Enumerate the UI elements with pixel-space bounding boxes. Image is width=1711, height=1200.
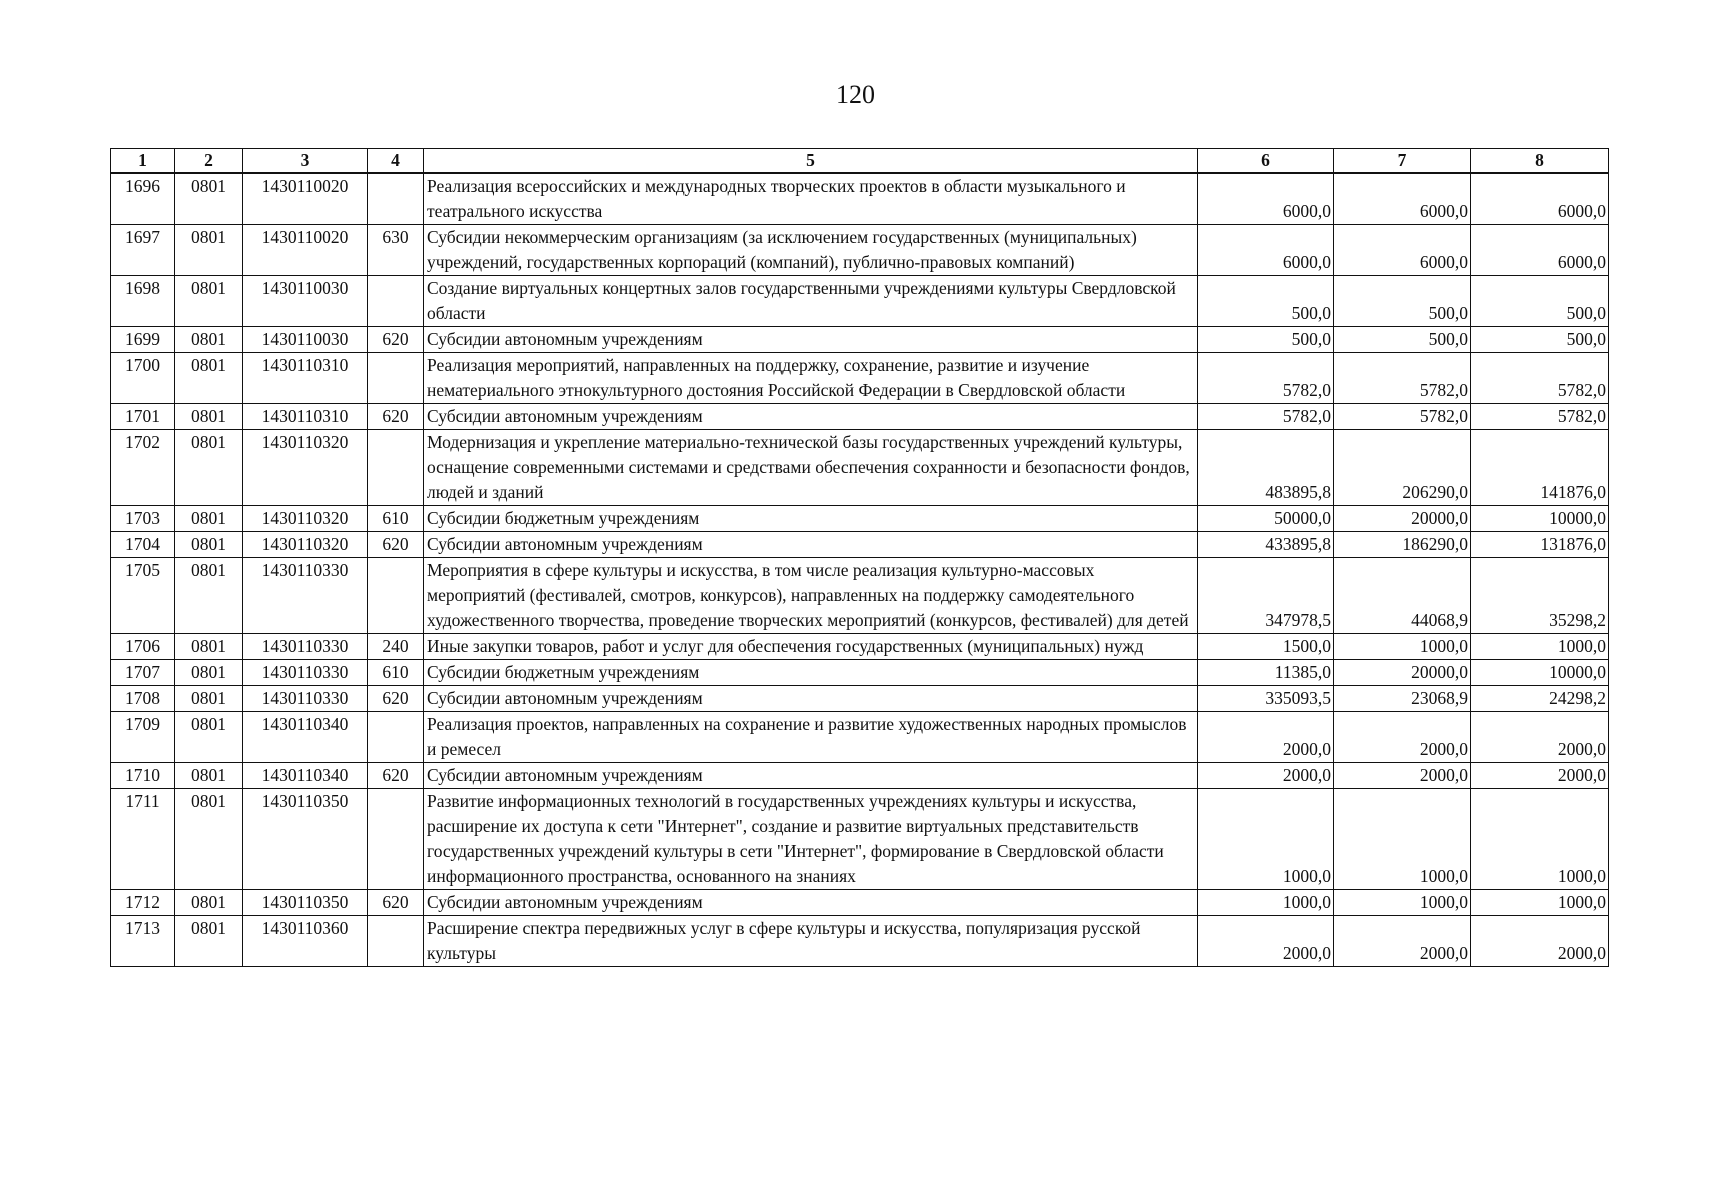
amount-col8-cell: 1000,0	[1471, 634, 1609, 660]
row-number-cell: 1713	[111, 916, 175, 967]
column-header: 6	[1198, 149, 1334, 174]
description-cell: Создание виртуальных концертных залов государственными учреждениями культуры Свердловской области	[424, 276, 1198, 327]
table-row	[111, 763, 1609, 789]
target-item-code-cell: 1430110330	[243, 660, 368, 686]
amount-col8-cell: 2000,0	[1471, 712, 1609, 763]
amount-col8-cell: 5782,0	[1471, 404, 1609, 430]
description-cell: Субсидии автономным учреждениям	[424, 890, 1198, 916]
amount-col8-cell: 141876,0	[1471, 430, 1609, 506]
table-row	[111, 712, 1609, 763]
row-number-cell: 1702	[111, 430, 175, 506]
amount-col8-cell: 2000,0	[1471, 763, 1609, 789]
amount-col7-cell: 1000,0	[1334, 789, 1471, 890]
amount-col7-cell: 6000,0	[1334, 173, 1471, 225]
amount-col6-cell: 6000,0	[1198, 173, 1334, 225]
amount-col7-cell: 5782,0	[1334, 404, 1471, 430]
amount-col7-cell: 2000,0	[1334, 763, 1471, 789]
expense-type-code-cell	[368, 276, 424, 327]
target-item-code-cell: 1430110340	[243, 763, 368, 789]
section-code-cell: 0801	[175, 712, 243, 763]
expense-type-code-cell: 240	[368, 634, 424, 660]
target-item-code-cell: 1430110310	[243, 404, 368, 430]
section-code-cell: 0801	[175, 763, 243, 789]
table-body	[111, 173, 1609, 967]
expense-type-code-cell: 620	[368, 327, 424, 353]
amount-col6-cell: 50000,0	[1198, 506, 1334, 532]
expense-type-code-cell: 620	[368, 532, 424, 558]
row-number-cell: 1701	[111, 404, 175, 430]
amount-col8-cell: 500,0	[1471, 327, 1609, 353]
amount-col6-cell: 433895,8	[1198, 532, 1334, 558]
description-cell: Субсидии некоммерческим организациям (за исключением государственных (муниципальных) учреждений, государственных корпораций (компаний), публично-правовых компаний)	[424, 225, 1198, 276]
amount-col7-cell: 500,0	[1334, 327, 1471, 353]
expense-type-code-cell	[368, 789, 424, 890]
amount-col8-cell: 5782,0	[1471, 353, 1609, 404]
section-code-cell: 0801	[175, 430, 243, 506]
expense-type-code-cell	[368, 353, 424, 404]
amount-col7-cell: 2000,0	[1334, 712, 1471, 763]
amount-col6-cell: 1500,0	[1198, 634, 1334, 660]
expense-type-code-cell: 610	[368, 660, 424, 686]
amount-col8-cell: 1000,0	[1471, 789, 1609, 890]
row-number-cell: 1706	[111, 634, 175, 660]
budget-table	[110, 148, 1609, 967]
amount-col6-cell: 335093,5	[1198, 686, 1334, 712]
column-header: 2	[175, 149, 243, 174]
table-row	[111, 225, 1609, 276]
amount-col6-cell: 2000,0	[1198, 916, 1334, 967]
target-item-code-cell: 1430110320	[243, 430, 368, 506]
amount-col6-cell: 1000,0	[1198, 789, 1334, 890]
table-row	[111, 276, 1609, 327]
column-header: 1	[111, 149, 175, 174]
table-row	[111, 789, 1609, 890]
amount-col7-cell: 5782,0	[1334, 353, 1471, 404]
expense-type-code-cell: 630	[368, 225, 424, 276]
expense-type-code-cell	[368, 430, 424, 506]
section-code-cell: 0801	[175, 327, 243, 353]
table-row	[111, 506, 1609, 532]
amount-col6-cell: 11385,0	[1198, 660, 1334, 686]
column-header: 5	[424, 149, 1198, 174]
row-number-cell: 1699	[111, 327, 175, 353]
amount-col6-cell: 6000,0	[1198, 225, 1334, 276]
amount-col6-cell: 1000,0	[1198, 890, 1334, 916]
table-row	[111, 686, 1609, 712]
amount-col7-cell: 500,0	[1334, 276, 1471, 327]
table-row	[111, 634, 1609, 660]
expense-type-code-cell: 620	[368, 890, 424, 916]
table-row	[111, 327, 1609, 353]
amount-col8-cell: 24298,2	[1471, 686, 1609, 712]
row-number-cell: 1700	[111, 353, 175, 404]
amount-col7-cell: 1000,0	[1334, 890, 1471, 916]
amount-col8-cell: 6000,0	[1471, 225, 1609, 276]
table-row	[111, 660, 1609, 686]
expense-type-code-cell	[368, 916, 424, 967]
row-number-cell: 1711	[111, 789, 175, 890]
section-code-cell: 0801	[175, 890, 243, 916]
header-row	[111, 149, 1609, 174]
target-item-code-cell: 1430110340	[243, 712, 368, 763]
amount-col6-cell: 500,0	[1198, 327, 1334, 353]
column-header: 3	[243, 149, 368, 174]
description-cell: Расширение спектра передвижных услуг в сфере культуры и искусства, популяризация русской культуры	[424, 916, 1198, 967]
row-number-cell: 1697	[111, 225, 175, 276]
description-cell: Мероприятия в сфере культуры и искусства, в том числе реализация культурно-массовых мероприятий (фестивалей, смотров, конкурсов), направленных на поддержку самодеятельного художественного творчества, проведение творческих мероприятий (конкурсов, фестивалей) для детей	[424, 558, 1198, 634]
description-cell: Модернизация и укрепление материально-технической базы государственных учреждений культуры, оснащение современными системами и средствами обеспечения сохранности и безопасности фондов, людей и зданий	[424, 430, 1198, 506]
section-code-cell: 0801	[175, 686, 243, 712]
amount-col8-cell: 10000,0	[1471, 506, 1609, 532]
row-number-cell: 1698	[111, 276, 175, 327]
section-code-cell: 0801	[175, 225, 243, 276]
description-cell: Субсидии бюджетным учреждениям	[424, 506, 1198, 532]
amount-col8-cell: 500,0	[1471, 276, 1609, 327]
expense-type-code-cell: 620	[368, 686, 424, 712]
section-code-cell: 0801	[175, 173, 243, 225]
amount-col7-cell: 23068,9	[1334, 686, 1471, 712]
amount-col7-cell: 20000,0	[1334, 660, 1471, 686]
amount-col6-cell: 2000,0	[1198, 763, 1334, 789]
column-header: 4	[368, 149, 424, 174]
target-item-code-cell: 1430110030	[243, 276, 368, 327]
column-header: 7	[1334, 149, 1471, 174]
amount-col7-cell: 206290,0	[1334, 430, 1471, 506]
section-code-cell: 0801	[175, 276, 243, 327]
target-item-code-cell: 1430110320	[243, 532, 368, 558]
amount-col6-cell: 483895,8	[1198, 430, 1334, 506]
amount-col7-cell: 2000,0	[1334, 916, 1471, 967]
section-code-cell: 0801	[175, 916, 243, 967]
description-cell: Субсидии бюджетным учреждениям	[424, 660, 1198, 686]
row-number-cell: 1709	[111, 712, 175, 763]
target-item-code-cell: 1430110360	[243, 916, 368, 967]
section-code-cell: 0801	[175, 532, 243, 558]
amount-col8-cell: 10000,0	[1471, 660, 1609, 686]
amount-col8-cell: 1000,0	[1471, 890, 1609, 916]
section-code-cell: 0801	[175, 660, 243, 686]
target-item-code-cell: 1430110330	[243, 686, 368, 712]
description-cell: Субсидии автономным учреждениям	[424, 763, 1198, 789]
amount-col6-cell: 347978,5	[1198, 558, 1334, 634]
row-number-cell: 1708	[111, 686, 175, 712]
section-code-cell: 0801	[175, 404, 243, 430]
target-item-code-cell: 1430110330	[243, 558, 368, 634]
table-row	[111, 532, 1609, 558]
target-item-code-cell: 1430110320	[243, 506, 368, 532]
description-cell: Развитие информационных технологий в государственных учреждениях культуры и искусства, расширение их доступа к сети "Интернет", создание и развитие виртуальных представительств государственных учреждений культуры в сети "Интернет", формирование в Свердловской области информационного пространства, основанного на знаниях	[424, 789, 1198, 890]
table-row	[111, 430, 1609, 506]
expense-type-code-cell: 610	[368, 506, 424, 532]
description-cell: Субсидии автономным учреждениям	[424, 686, 1198, 712]
amount-col6-cell: 2000,0	[1198, 712, 1334, 763]
column-header: 8	[1471, 149, 1609, 174]
expense-type-code-cell	[368, 558, 424, 634]
table-row	[111, 916, 1609, 967]
description-cell: Субсидии автономным учреждениям	[424, 404, 1198, 430]
amount-col7-cell: 44068,9	[1334, 558, 1471, 634]
row-number-cell: 1707	[111, 660, 175, 686]
target-item-code-cell: 1430110020	[243, 173, 368, 225]
amount-col7-cell: 186290,0	[1334, 532, 1471, 558]
expense-type-code-cell: 620	[368, 404, 424, 430]
amount-col6-cell: 5782,0	[1198, 404, 1334, 430]
row-number-cell: 1710	[111, 763, 175, 789]
row-number-cell: 1712	[111, 890, 175, 916]
amount-col7-cell: 20000,0	[1334, 506, 1471, 532]
expense-type-code-cell: 620	[368, 763, 424, 789]
section-code-cell: 0801	[175, 789, 243, 890]
page-number: 120	[836, 80, 875, 109]
amount-col6-cell: 5782,0	[1198, 353, 1334, 404]
table-row	[111, 558, 1609, 634]
amount-col8-cell: 131876,0	[1471, 532, 1609, 558]
table-row	[111, 890, 1609, 916]
description-cell: Иные закупки товаров, работ и услуг для обеспечения государственных (муниципальных) нужд	[424, 634, 1198, 660]
row-number-cell: 1704	[111, 532, 175, 558]
row-number-cell: 1705	[111, 558, 175, 634]
table-row	[111, 404, 1609, 430]
section-code-cell: 0801	[175, 506, 243, 532]
amount-col6-cell: 500,0	[1198, 276, 1334, 327]
target-item-code-cell: 1430110310	[243, 353, 368, 404]
row-number-cell: 1703	[111, 506, 175, 532]
amount-col7-cell: 6000,0	[1334, 225, 1471, 276]
target-item-code-cell: 1430110020	[243, 225, 368, 276]
amount-col8-cell: 2000,0	[1471, 916, 1609, 967]
target-item-code-cell: 1430110330	[243, 634, 368, 660]
description-cell: Субсидии автономным учреждениям	[424, 327, 1198, 353]
target-item-code-cell: 1430110030	[243, 327, 368, 353]
description-cell: Субсидии автономным учреждениям	[424, 532, 1198, 558]
expense-type-code-cell	[368, 712, 424, 763]
section-code-cell: 0801	[175, 353, 243, 404]
description-cell: Реализация всероссийских и международных творческих проектов в области музыкального и театрального искусства	[424, 173, 1198, 225]
target-item-code-cell: 1430110350	[243, 789, 368, 890]
section-code-cell: 0801	[175, 634, 243, 660]
description-cell: Реализация проектов, направленных на сохранение и развитие художественных народных промыслов и ремесел	[424, 712, 1198, 763]
row-number-cell: 1696	[111, 173, 175, 225]
table-row	[111, 173, 1609, 225]
section-code-cell: 0801	[175, 558, 243, 634]
target-item-code-cell: 1430110350	[243, 890, 368, 916]
amount-col7-cell: 1000,0	[1334, 634, 1471, 660]
amount-col8-cell: 35298,2	[1471, 558, 1609, 634]
description-cell: Реализация мероприятий, направленных на поддержку, сохранение, развитие и изучение нематериального этнокультурного достояния Российской Федерации в Свердловской области	[424, 353, 1198, 404]
table-row	[111, 353, 1609, 404]
expense-type-code-cell	[368, 173, 424, 225]
amount-col8-cell: 6000,0	[1471, 173, 1609, 225]
